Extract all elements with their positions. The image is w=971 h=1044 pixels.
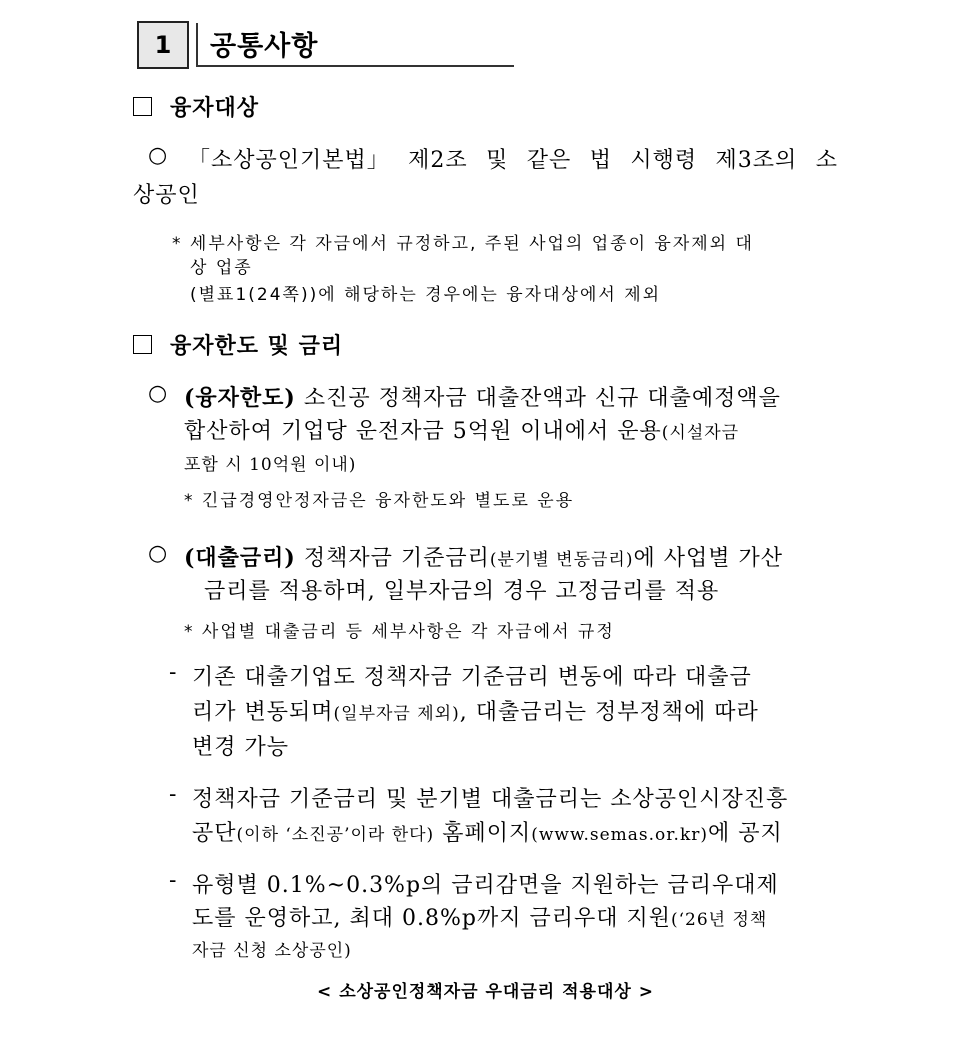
dash2-line-2 (192, 816, 783, 847)
rate-note: * 사업별 대출금리 등 세부사항은 각 자금에서 규정 (184, 622, 615, 642)
limit-text: 합산하여 기업당 운전자금 5억원 이내에서 운용 (184, 419, 662, 444)
dash3-paren: (‘26년 정책 (670, 910, 768, 930)
bullet-circle: ○ (148, 381, 169, 406)
rate-paren: (분기별 변동금리) (489, 550, 634, 570)
dash2-text: 공단 (192, 821, 237, 846)
eligibility-line-2: 상공인 (133, 183, 200, 208)
dash2-text: 홈페이지 (442, 821, 532, 846)
header-underline (196, 65, 514, 67)
dash3-line-2 (192, 901, 767, 932)
rate-text: 에 사업별 가산 (633, 546, 783, 571)
text-word: 법 (589, 148, 612, 173)
text-word: 「소상공인기본법」 (188, 148, 390, 173)
dash-marker: - (169, 868, 178, 893)
dash3-text: 도를 운영하고, 최대 0.8%p까지 금리우대 지원 (192, 906, 671, 931)
dash1-line-1: 기존 대출기업도 정책자금 기준금리 변동에 따라 대출금 (192, 665, 752, 690)
section-checkbox-icon (133, 97, 152, 116)
text-word: 같은 (526, 148, 572, 173)
dash3-line-1: 유형별 0.1%~0.3%p의 금리감면을 지원하는 금리우대제 (192, 873, 779, 898)
rate-label: (대출금리) (184, 545, 296, 571)
eligibility-note-line-2: 상 업종 (190, 258, 253, 278)
header-divider (196, 23, 198, 65)
table-caption: < 소상공인정책자금 우대금리 적용대상 > (317, 982, 654, 1002)
section-number-box: 1 (137, 21, 189, 69)
section-checkbox-icon (133, 335, 152, 354)
eligibility-note-line-1: * 세부사항은 각 자금에서 규정하고, 주된 사업의 업종이 융자제외 대 (172, 234, 754, 254)
dash-marker: - (169, 660, 178, 685)
dash3-line-3: 자금 신청 소상공인) (192, 941, 352, 961)
limit-text: 소진공 정책자금 대출잔액과 신규 대출예정액을 (303, 386, 781, 411)
limit-line-3: 포함 시 10억원 이내) (184, 455, 357, 475)
rate-text: 정책자금 기준금리 (303, 546, 490, 571)
section-heading-limit-rate: 융자한도 및 금리 (170, 333, 344, 359)
limit-note: * 긴급경영안정자금은 융자한도와 별도로 운용 (184, 491, 575, 511)
bullet-circle: ○ (148, 541, 169, 566)
eligibility-line-1 (188, 143, 838, 174)
dash1-line-2 (192, 695, 759, 726)
dash1-text: , 대출금리는 정부정책에 따라 (459, 700, 759, 725)
limit-label: (융자한도) (184, 385, 296, 411)
homepage-url: (www.semas.or.kr) (531, 825, 709, 845)
text-word: 및 (486, 148, 509, 173)
dash2-line-1: 정책자금 기준금리 및 분기별 대출금리는 소상공인시장진흥 (192, 787, 789, 812)
text-word: 제3조의 (715, 148, 798, 173)
rate-line-1 (184, 541, 783, 572)
eligibility-note-line-3: (별표1(24쪽))에 해당하는 경우에는 융자대상에서 제외 (190, 285, 662, 305)
text-word: 제2조 (408, 148, 468, 173)
bullet-circle: ○ (148, 143, 169, 168)
page-title: 공통사항 (210, 31, 319, 62)
dash1-paren: (일부자금 제외) (333, 704, 460, 724)
text-word: 소 (815, 148, 838, 173)
dash2-paren: (이하 ‘소진공’이라 한다) (236, 825, 435, 845)
limit-line-2 (184, 414, 739, 445)
dash1-text: 리가 변동되며 (192, 700, 334, 725)
limit-paren: (시설자금 (661, 423, 740, 443)
text-word: 시행령 (630, 148, 698, 173)
limit-line-1 (184, 381, 781, 412)
section-heading-eligibility: 융자대상 (170, 95, 260, 121)
dash1-line-3: 변경 가능 (192, 735, 290, 760)
dash2-text: 에 공지 (708, 821, 783, 846)
dash-marker: - (169, 782, 178, 807)
rate-line-2: 금리를 적용하며, 일부자금의 경우 고정금리를 적용 (204, 579, 720, 604)
